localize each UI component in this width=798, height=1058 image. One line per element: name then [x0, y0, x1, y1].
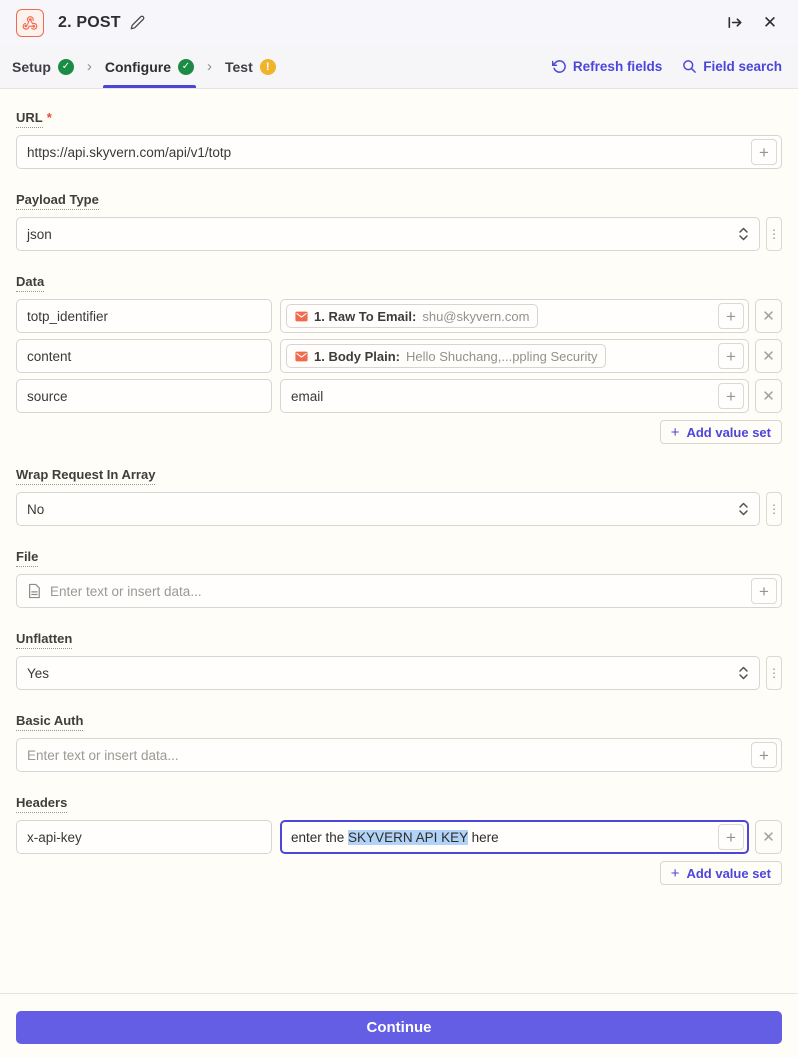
value-suffix: here — [467, 829, 499, 845]
unflatten-label: Unflatten — [16, 631, 72, 649]
file-section — [16, 548, 782, 608]
unflatten-select[interactable] — [16, 656, 760, 690]
close-icon: ✕ — [762, 13, 778, 32]
file-input[interactable] — [50, 575, 743, 607]
plus-icon: + — [670, 423, 680, 441]
tab-test-label: Test — [225, 58, 253, 75]
step-tabbar — [0, 45, 798, 89]
data-key-input[interactable] — [27, 380, 261, 412]
remove-row-button[interactable]: ✕ — [755, 379, 782, 413]
basic-auth-insert-button[interactable]: + — [751, 742, 777, 768]
wrap-request-value: No — [27, 501, 45, 517]
required-asterisk: * — [46, 110, 52, 125]
file-label: File — [16, 549, 38, 567]
pill-label: 1. Raw To Email: — [314, 308, 417, 324]
tabbar-spacer — [278, 45, 552, 88]
configure-complete-icon: ✓ — [178, 59, 194, 75]
setup-complete-icon: ✓ — [58, 59, 74, 75]
continue-button[interactable]: Continue — [16, 1011, 782, 1044]
remove-row-button[interactable]: ✕ — [755, 299, 782, 333]
panel-footer — [0, 993, 798, 1058]
basic-auth-label: Basic Auth — [16, 713, 83, 731]
panel-header — [0, 0, 798, 45]
url-field — [16, 135, 782, 169]
header-value-text — [291, 830, 499, 845]
email-icon — [295, 351, 308, 362]
search-icon — [682, 59, 697, 74]
header-key-input[interactable] — [27, 821, 261, 853]
data-value-insert-button[interactable]: + — [718, 343, 744, 369]
data-section — [16, 273, 782, 444]
file-field — [16, 574, 782, 608]
headers-label: Headers — [16, 795, 67, 813]
data-value-field — [280, 379, 749, 413]
collapse-panel-button[interactable] — [722, 11, 746, 35]
data-key-input[interactable] — [27, 300, 261, 332]
data-label: Data — [16, 274, 44, 292]
remove-row-button[interactable]: ✕ — [755, 820, 782, 854]
payload-type-menu-button[interactable]: ⋮ — [766, 217, 782, 251]
data-value-field — [280, 299, 749, 333]
pill-value: Hello Shuchang,...ppling Security — [405, 348, 598, 364]
wrap-request-menu-button[interactable]: ⋮ — [766, 492, 782, 526]
configure-form — [0, 89, 798, 993]
pencil-icon — [130, 15, 145, 30]
url-insert-data-button[interactable]: + — [751, 139, 777, 165]
header-value-field[interactable] — [280, 820, 749, 854]
tab-test[interactable] — [223, 45, 278, 88]
select-chevrons-icon — [738, 227, 749, 242]
select-chevrons-icon — [738, 502, 749, 517]
value-prefix: enter the — [291, 829, 349, 845]
select-chevrons-icon — [738, 666, 749, 681]
data-value-insert-button[interactable]: + — [718, 303, 744, 329]
basic-auth-input[interactable] — [27, 739, 743, 771]
refresh-fields-button[interactable] — [552, 45, 662, 88]
close-panel-button[interactable] — [758, 11, 782, 35]
unflatten-section — [16, 630, 782, 690]
pill-value: shu@skyvern.com — [422, 308, 530, 324]
file-insert-data-button[interactable]: + — [751, 578, 777, 604]
url-label: URL — [16, 110, 43, 128]
mapped-field-pill[interactable] — [286, 344, 606, 368]
data-key-field — [16, 379, 272, 413]
payload-type-value: json — [27, 226, 52, 242]
data-row — [16, 299, 782, 333]
add-value-set-label: Add value set — [686, 424, 771, 440]
plus-icon: + — [670, 864, 680, 882]
tab-configure[interactable] — [103, 45, 196, 88]
data-value-field — [280, 339, 749, 373]
test-warning-icon: ! — [260, 59, 276, 75]
headers-section — [16, 794, 782, 885]
tab-separator-icon: › — [86, 58, 92, 75]
header-key-field — [16, 820, 272, 854]
data-key-field — [16, 299, 272, 333]
collapse-right-icon — [726, 14, 743, 31]
url-section — [16, 109, 782, 169]
webhook-icon — [21, 14, 39, 32]
email-icon — [295, 311, 308, 322]
refresh-fields-label: Refresh fields — [572, 59, 663, 74]
value-selected-text: SKYVERN API KEY — [348, 829, 468, 845]
file-icon — [27, 583, 41, 599]
tab-setup[interactable] — [10, 45, 76, 88]
add-value-set-button[interactable] — [660, 420, 782, 444]
data-value-insert-button[interactable]: + — [718, 383, 744, 409]
data-key-input[interactable] — [27, 340, 261, 372]
payload-type-label: Payload Type — [16, 192, 99, 210]
refresh-icon — [552, 59, 567, 74]
wrap-request-section — [16, 466, 782, 526]
data-value-input[interactable] — [291, 380, 710, 412]
mapped-field-pill[interactable] — [286, 304, 538, 328]
tab-configure-label: Configure — [104, 58, 171, 75]
payload-type-select[interactable] — [16, 217, 760, 251]
payload-type-section — [16, 191, 782, 251]
url-input[interactable] — [27, 136, 743, 168]
unflatten-value: Yes — [27, 665, 50, 681]
remove-row-button[interactable]: ✕ — [755, 339, 782, 373]
data-row — [16, 379, 782, 413]
add-value-set-label: Add value set — [686, 865, 771, 881]
field-search-label: Field search — [703, 59, 782, 74]
headers-row — [16, 820, 782, 854]
data-row — [16, 339, 782, 373]
tab-separator-icon: › — [207, 58, 212, 75]
field-search-button[interactable] — [682, 45, 782, 88]
unflatten-menu-button[interactable]: ⋮ — [766, 656, 782, 690]
add-value-set-button[interactable] — [660, 861, 782, 885]
basic-auth-section — [16, 712, 782, 772]
webhook-app-icon — [16, 9, 44, 37]
header-value-insert-button[interactable]: + — [718, 824, 744, 850]
data-key-field — [16, 339, 272, 373]
basic-auth-field — [16, 738, 782, 772]
wrap-request-select[interactable] — [16, 492, 760, 526]
edit-title-button[interactable] — [130, 15, 145, 30]
step-title: 2. POST — [58, 13, 121, 31]
wrap-request-label: Wrap Request In Array — [16, 467, 155, 485]
pill-label: 1. Body Plain: — [314, 348, 400, 364]
tab-setup-label: Setup — [12, 58, 51, 75]
